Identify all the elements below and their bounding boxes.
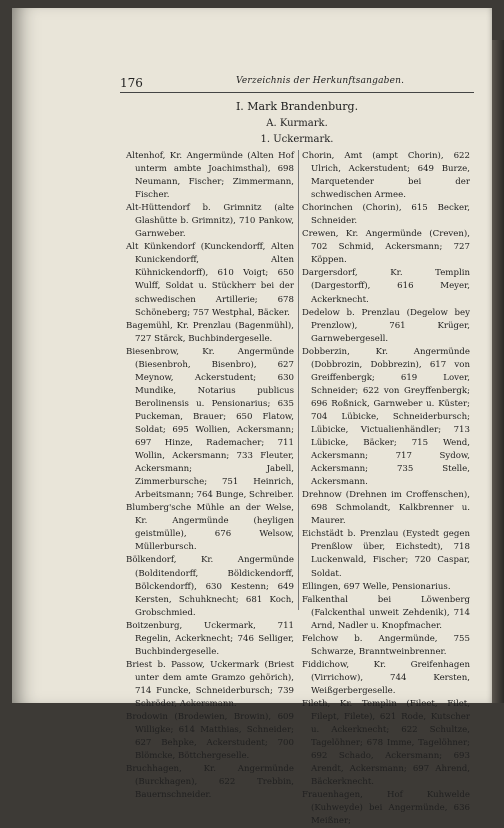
entry-frauenhagen: Frauenhagen, Hof Kuhwelde (Kuhweyde) bei Angermünde, 636 Meißner;	[302, 790, 470, 827]
running-title: Verzeichnis der Herkunftsangaben.	[236, 76, 405, 86]
entry-bagemuehl: Bagemühl, Kr. Prenzlau (Bagenmühl), 727 Stärck, Buchbindergeselle.	[126, 320, 294, 344]
entry-ellingen: Ellingen, 697 Welle, Pensionarius.	[302, 581, 451, 592]
entry-alt-kuenkendorf: Alt Künkendorf (Kunckendorff, Alten Kunickendorff, Alten Kühnickendorff), 610 Voigt; 650 Wulff, Soldat u. Stückherr bei der schwedischen Artillerie; 678 Schöneberg; 757 Westphal, Bäcker.	[126, 242, 294, 318]
header-rule	[120, 92, 474, 93]
entry-drehnow: Drehnow (Drehnen im Croffenschen), 698 Schmolandt, Kalkbrenner u. Maurer.	[302, 490, 470, 527]
entry-felchow: Felchow b. Angermünde, 755 Schwarze, Branntweinbrenner.	[302, 633, 470, 657]
page-edge	[492, 40, 504, 703]
entry-chorin: Chorin, Amt (ampt Chorin), 622 Ulrich, Ackerstudent; 649 Burze, Marquetender bei der schwedischen Armee.	[302, 151, 470, 201]
entry-alt-huettendorf: Alt-Hüttendorf b. Grimnitz (alte Glashütte b. Grimnitz), 710 Pankow, Garnweber.	[126, 203, 294, 240]
right-column	[302, 150, 470, 828]
subsection-title: A. Kurmark.	[266, 118, 328, 129]
running-header	[120, 76, 474, 92]
entry-bruchhagen: Bruchhagen, Kr. Angermünde (Burckhagen), 622 Trebbin, Bauernschneider.	[126, 764, 294, 801]
entry-biesenbrow: Biesenbrow, Kr. Angermünde (Biesenbroh, Bisenbro), 627 Meynow, Ackerstudent; 630 Mundike, Notarius publicus Berolinensis u. Pensionarius; 635 Puckeman, Brauer; 650 Flatow, Soldat; 695 Wollien, Ackersmann; 697 Hinze, Rademacher; 711 Wollin, Ackersmann; 733 Fleuter, Ackersmann; Jabell, Zimmerbursche; 751 Heinrich, Arbeitsmann; 764 Bunge, Schreiber.	[126, 346, 294, 501]
entry-crewen: Crewen, Kr. Angermünde (Creven), 702 Schmid, Ackersmann; 727 Köppen.	[302, 229, 470, 266]
entry-fiddichow: Fiddichow, Kr. Greifenhagen (Virrichow), 744 Kersten, Weißgerbergeselle.	[302, 659, 470, 696]
entry-dobberzin: Dobberzin, Kr. Angermünde (Dobbrozin, Dobbrezin), 617 von Greiffenbergk; 619 Lover, Schneider; 622 von Greyffenbergk; 696 Roßnick, Garnweber u. Küster; 704 Lübicke, Schneiderbursch; Lübicke, Victualienhändler; 713 Lübicke, Bäcker; 715 Wend, Ackersmann; 717 Sydow, Ackersmann; 735 Stelle, Ackersmann.	[302, 346, 470, 488]
entry-brodowin: Brodowin (Brodewien, Browin), 609 Willigke; 614 Matthias, Schneider; 627 Behpke, Ackerstudent; 700 Blömcke, Böttchergeselle.	[126, 712, 294, 762]
entry-chorinchen: Chorinchen (Chorin), 615 Becker, Schneider.	[302, 203, 470, 227]
subsubsection-title: 1. Uckermark.	[260, 134, 334, 145]
section-title: I. Mark Brandenburg.	[235, 100, 359, 113]
entry-boitzenburg: Boitzenburg, Uckermark, 711 Regelin, Ackerknecht; 746 Selliger, Buchbindergeselle.	[126, 620, 294, 657]
entry-eichstaedt: Eichstädt b. Prenzlau (Eystedt gegen Prenßlow über, Eichstedt), 718 Luckenwald, Fischer; 720 Caspar, Soldat.	[302, 529, 470, 579]
entry-fileth: Fileth, Kr. Templin (Fileet, Filet, Filept, Filete), 621 Rode, Kutscher u. Ackerknecht; 622 Schultze, Tagelöhner; 678 Imme, Tagelöhner; 692 Schado, Ackersmann; 693 Arendt, Ackersmann; 697 Ahrend, Bäckerknecht.	[302, 698, 470, 788]
entry-boelkendorf: Bölkendorf, Kr. Angermünde (Bolditendorff, Böldickendorff, Bölckendorff), 630 Kestenn; 649 Kersten, Schuhknecht; 681 Koch, Grobschmied.	[126, 555, 294, 618]
left-column	[126, 150, 294, 802]
column-divider	[298, 150, 299, 610]
entry-altenhof: Altenhof, Kr. Angermünde (Alten Hof unterm ambte Joachimsthal), 698 Neumann, Fischer; Zimmermann, Fischer.	[126, 151, 294, 201]
entry-briest: Briest b. Passow, Uckermark (Briest unter dem amte Gramzo gehörich), 714 Funcke, Schneiderbursch; 739 Schröder, Ackersmann.	[126, 659, 294, 709]
entry-falkenthal: Falkenthal bei Löwenberg (Falckenthal unweit Zehdenik), 714 Arnd, Nadler u. Knopfmacher.	[302, 594, 470, 631]
entry-blumberg-muehle: Blumberg'sche Mühle an der Welse, Kr. Angermünde (heyligen geistmülle), 676 Welsow, Müllerbursch.	[126, 503, 294, 553]
entry-dedelow: Dedelow b. Prenzlau (Degelow bey Prenzlow), 761 Krüger, Garnwebergesell.	[302, 307, 470, 344]
entry-dargersdorf: Dargersdorf, Kr. Templin (Dargestorff), 616 Meyer, Ackerknecht.	[302, 268, 470, 305]
page-number: 176	[120, 76, 143, 90]
